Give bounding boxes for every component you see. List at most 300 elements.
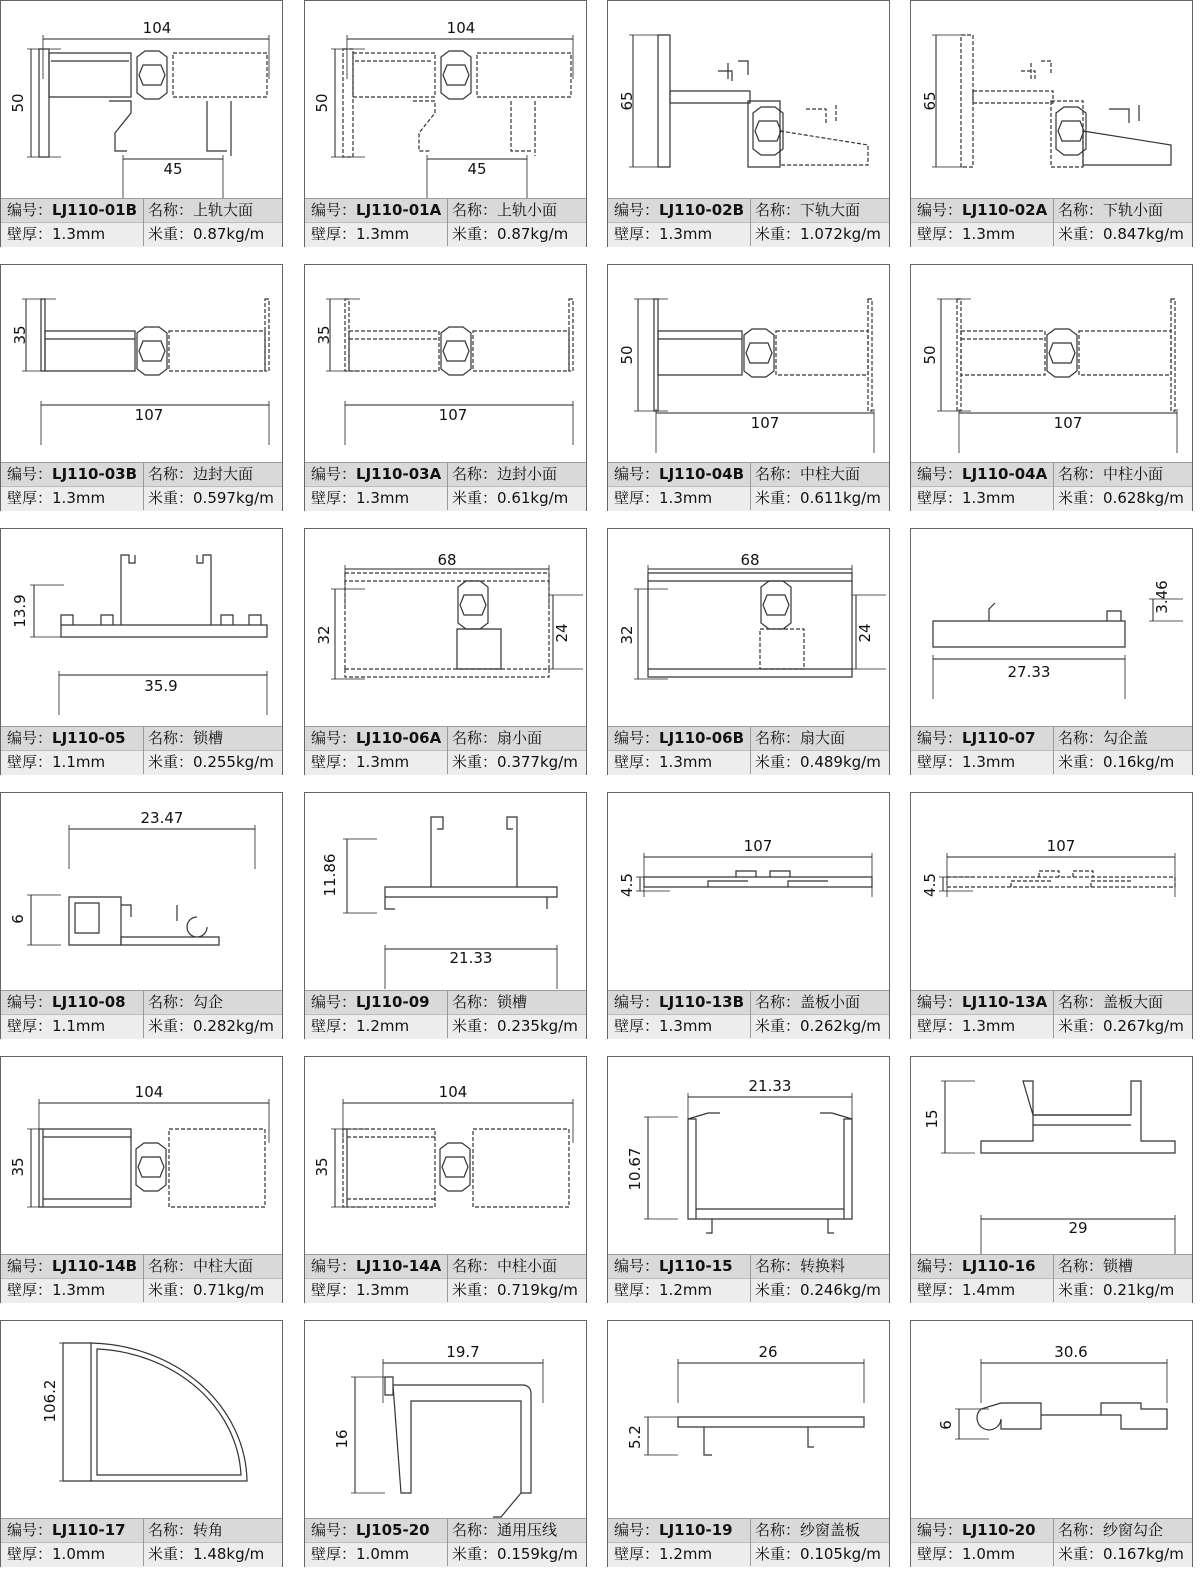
wall-thickness: 1.0mm	[52, 1545, 106, 1563]
profile-outline	[477, 53, 571, 97]
code-cell	[7, 199, 143, 223]
spec-row-id	[911, 462, 1192, 487]
profile-drawing-area	[608, 1, 889, 198]
name-label: 名称：	[755, 201, 801, 219]
wall-cell	[7, 1543, 143, 1567]
spec-row-metrics	[608, 222, 889, 247]
profile-code: LJ110-16	[962, 1257, 1036, 1275]
dimension-label: 35	[315, 325, 333, 345]
wall-thickness: 1.3mm	[962, 1017, 1016, 1035]
dimension-label: 65	[618, 91, 636, 111]
wall-cell	[614, 487, 750, 511]
weight-label: 米重：	[755, 225, 801, 243]
code-label: 编号：	[7, 729, 53, 747]
dimension-label: 23.47	[140, 809, 184, 827]
column-divider	[447, 462, 448, 510]
code-label: 编号：	[7, 1257, 53, 1275]
code-cell	[614, 1519, 750, 1543]
spec-row-id	[305, 198, 586, 223]
name-cell	[1058, 199, 1190, 223]
name-cell	[148, 1519, 280, 1543]
profile-drawing-area	[608, 1321, 889, 1518]
name-cell	[148, 991, 280, 1015]
spec-row-metrics	[305, 486, 586, 511]
profile-drawing-area	[305, 1321, 586, 1518]
profile-card[interactable]	[607, 1320, 890, 1567]
profile-name: 锁槽	[497, 993, 528, 1011]
code-cell	[614, 991, 750, 1015]
spec-row-metrics	[1, 1542, 282, 1567]
name-label: 名称：	[148, 1257, 194, 1275]
profile-name: 转换料	[800, 1257, 846, 1275]
code-cell	[917, 199, 1053, 223]
wall-cell	[917, 1543, 1053, 1567]
code-label: 编号：	[7, 201, 53, 219]
meter-weight: 0.246kg/m	[800, 1281, 881, 1299]
weight-cell	[1058, 751, 1190, 775]
column-divider	[447, 990, 448, 1038]
column-divider	[143, 198, 144, 246]
profile-name: 下轨大面	[800, 201, 861, 219]
spec-table	[911, 726, 1192, 774]
thermal-break-strip	[761, 581, 791, 629]
profile-outline	[569, 299, 573, 371]
profile-outline	[493, 1493, 521, 1517]
wall-label: 壁厚：	[917, 1545, 963, 1563]
profile-outline	[473, 331, 569, 371]
spec-row-metrics	[608, 1014, 889, 1039]
spec-row-id	[1, 198, 282, 223]
dimension-label: 4.5	[921, 873, 939, 897]
profile-drawing	[618, 299, 874, 453]
dimension-label: 107	[1053, 414, 1083, 432]
weight-label: 米重：	[1058, 1281, 1104, 1299]
column-divider	[750, 198, 751, 246]
weight-label: 米重：	[1058, 489, 1104, 507]
spec-row-id	[305, 1518, 586, 1543]
wall-thickness: 1.3mm	[356, 1281, 410, 1299]
meter-weight: 0.847kg/m	[1103, 225, 1184, 243]
spec-row-metrics	[305, 1278, 586, 1303]
spec-table	[608, 1254, 889, 1302]
profile-card[interactable]	[304, 1320, 587, 1567]
name-cell	[1058, 1519, 1190, 1543]
profile-card[interactable]	[304, 1056, 587, 1303]
column-divider	[750, 1518, 751, 1566]
spec-row-metrics	[911, 486, 1192, 511]
profile-card[interactable]	[0, 528, 283, 775]
profile-card[interactable]	[910, 264, 1193, 511]
weight-cell	[755, 1015, 887, 1039]
profile-card[interactable]	[0, 264, 283, 511]
dimension-label: 107	[1046, 837, 1076, 855]
profile-card[interactable]	[304, 0, 587, 247]
profile-drawing-area	[305, 265, 586, 462]
name-cell	[452, 1255, 584, 1279]
weight-label: 米重：	[1058, 1017, 1104, 1035]
name-label: 名称：	[1058, 729, 1104, 747]
profile-outline	[658, 331, 742, 375]
wall-thickness: 1.3mm	[356, 225, 410, 243]
dimension-label: 45	[467, 160, 487, 178]
profile-drawing	[9, 809, 255, 945]
profile-outline	[173, 53, 267, 97]
profile-card[interactable]	[0, 792, 283, 1039]
name-label: 名称：	[452, 1257, 498, 1275]
dimension-label: 104	[134, 1083, 164, 1101]
cross-section-drawing	[608, 1057, 889, 1254]
profile-outline	[121, 905, 219, 945]
code-label: 编号：	[614, 1521, 660, 1539]
profile-code: LJ110-03A	[356, 465, 442, 483]
profile-outline	[658, 35, 670, 167]
profile-drawing-area	[911, 793, 1192, 990]
code-label: 编号：	[311, 729, 357, 747]
wall-cell	[917, 751, 1053, 775]
weight-cell	[148, 1279, 280, 1303]
profile-drawing-area	[608, 793, 889, 990]
weight-label: 米重：	[148, 753, 194, 771]
meter-weight: 0.262kg/m	[800, 1017, 881, 1035]
meter-weight: 0.719kg/m	[497, 1281, 578, 1299]
profile-outline	[688, 1119, 852, 1219]
wall-thickness: 1.1mm	[52, 753, 106, 771]
code-label: 编号：	[917, 465, 963, 483]
spec-table	[608, 990, 889, 1038]
wall-label: 壁厚：	[614, 225, 660, 243]
spec-row-metrics	[305, 222, 586, 247]
wall-label: 壁厚：	[311, 225, 357, 243]
profile-drawing-area	[1, 1, 282, 198]
wall-thickness: 1.3mm	[659, 1017, 713, 1035]
name-label: 名称：	[1058, 993, 1104, 1011]
profile-name: 边封大面	[193, 465, 254, 483]
name-label: 名称：	[1058, 465, 1104, 483]
code-cell	[7, 991, 143, 1015]
profile-code: LJ110-13A	[962, 993, 1048, 1011]
profile-drawing	[618, 837, 872, 897]
profile-name: 扇小面	[497, 729, 543, 747]
profile-card[interactable]	[910, 1320, 1193, 1567]
code-label: 编号：	[311, 1521, 357, 1539]
wall-cell	[311, 487, 447, 511]
wall-thickness: 1.3mm	[659, 753, 713, 771]
thermal-break-strip	[1056, 107, 1086, 155]
profile-name: 扇大面	[800, 729, 846, 747]
name-cell	[755, 727, 887, 751]
wall-thickness: 1.3mm	[659, 225, 713, 243]
code-cell	[614, 1255, 750, 1279]
wall-cell	[7, 487, 143, 511]
profile-outline	[169, 331, 265, 371]
profile-outline	[343, 1129, 435, 1207]
name-label: 名称：	[148, 1521, 194, 1539]
profile-outline	[708, 871, 828, 887]
profile-name: 锁槽	[193, 729, 224, 747]
dimension-label: 32	[315, 625, 333, 645]
meter-weight: 0.597kg/m	[193, 489, 274, 507]
spec-row-id	[911, 1254, 1192, 1279]
dimension-label: 15	[923, 1109, 941, 1129]
profile-code: LJ110-09	[356, 993, 430, 1011]
cross-section-drawing	[911, 793, 1192, 990]
profile-name: 中柱小面	[1103, 465, 1164, 483]
dimension-label: 50	[618, 345, 636, 365]
meter-weight: 0.489kg/m	[800, 753, 881, 771]
spec-table	[305, 990, 586, 1038]
wall-thickness: 1.3mm	[962, 489, 1016, 507]
code-label: 编号：	[917, 993, 963, 1011]
weight-cell	[755, 487, 887, 511]
name-label: 名称：	[755, 465, 801, 483]
profile-card[interactable]	[910, 1056, 1193, 1303]
spec-row-id	[608, 462, 889, 487]
name-label: 名称：	[148, 465, 194, 483]
spec-row-id	[608, 198, 889, 223]
wall-cell	[7, 1015, 143, 1039]
code-cell	[917, 727, 1053, 751]
profile-code: LJ110-08	[52, 993, 126, 1011]
profile-code: LJ110-14A	[356, 1257, 442, 1275]
name-label: 名称：	[755, 1257, 801, 1275]
dimension-label: 68	[437, 551, 457, 569]
wall-thickness: 1.3mm	[52, 1281, 106, 1299]
dimension-label: 19.7	[446, 1343, 480, 1361]
thermal-break-strip	[753, 107, 783, 155]
profile-card[interactable]	[0, 0, 283, 247]
dimension-label: 24	[553, 623, 571, 643]
wall-label: 壁厚：	[311, 1281, 357, 1299]
code-label: 编号：	[917, 201, 963, 219]
dimension-label: 24	[856, 623, 874, 643]
name-label: 名称：	[1058, 1257, 1104, 1275]
wall-label: 壁厚：	[7, 1281, 53, 1299]
profile-drawing	[313, 19, 573, 198]
thermal-break-strip	[441, 51, 471, 99]
cross-section-drawing	[1, 1, 282, 198]
cross-section-drawing	[1, 1057, 282, 1254]
profile-card[interactable]	[607, 264, 890, 511]
profile-drawing-area	[608, 529, 889, 726]
meter-weight: 0.167kg/m	[1103, 1545, 1184, 1563]
profile-name: 下轨小面	[1103, 201, 1164, 219]
code-label: 编号：	[917, 729, 963, 747]
profile-card[interactable]	[304, 528, 587, 775]
profile-name: 中柱大面	[800, 465, 861, 483]
spec-row-metrics	[608, 750, 889, 775]
wall-thickness: 1.3mm	[659, 489, 713, 507]
dimension-label: 32	[618, 625, 636, 645]
code-cell	[917, 1255, 1053, 1279]
wall-cell	[614, 751, 750, 775]
wall-cell	[7, 1279, 143, 1303]
code-label: 编号：	[311, 993, 357, 1011]
name-cell	[755, 991, 887, 1015]
name-cell	[755, 463, 887, 487]
cross-section-drawing	[608, 529, 889, 726]
name-label: 名称：	[755, 729, 801, 747]
weight-cell	[755, 1279, 887, 1303]
profile-outline	[353, 53, 435, 97]
dimension-label: 107	[743, 837, 773, 855]
meter-weight: 0.611kg/m	[800, 489, 881, 507]
cross-section-drawing	[911, 529, 1192, 726]
profile-name: 勾企盖	[1103, 729, 1149, 747]
code-label: 编号：	[311, 465, 357, 483]
meter-weight: 0.377kg/m	[497, 753, 578, 771]
name-label: 名称：	[1058, 1521, 1104, 1539]
code-label: 编号：	[614, 993, 660, 1011]
profile-outline	[1083, 131, 1171, 165]
name-label: 名称：	[755, 1521, 801, 1539]
profile-card[interactable]	[607, 792, 890, 1039]
weight-label: 米重：	[148, 1281, 194, 1299]
profile-outline	[806, 105, 836, 123]
profile-card[interactable]	[607, 0, 890, 247]
thermal-break-strip	[458, 581, 488, 629]
spec-row-metrics	[911, 1542, 1192, 1567]
weight-cell	[452, 1279, 584, 1303]
profile-outline	[121, 555, 211, 625]
cross-section-drawing	[911, 1321, 1192, 1518]
dimension-label: 27.33	[1007, 663, 1051, 681]
profile-card[interactable]	[304, 264, 587, 511]
spec-row-id	[1, 1254, 282, 1279]
weight-cell	[1058, 487, 1190, 511]
profile-drawing-area	[911, 1321, 1192, 1518]
spec-table	[1, 1518, 282, 1566]
cross-section-drawing	[305, 529, 586, 726]
spec-row-id	[305, 990, 586, 1015]
weight-cell	[148, 751, 280, 775]
profile-drawing-area	[608, 265, 889, 462]
profile-drawing	[315, 299, 573, 445]
profile-card[interactable]	[910, 792, 1193, 1039]
wall-cell	[7, 751, 143, 775]
profile-code: LJ110-01B	[52, 201, 137, 219]
profile-code: LJ110-04B	[659, 465, 744, 483]
profile-drawing	[321, 817, 557, 989]
weight-cell	[148, 487, 280, 511]
weight-label: 米重：	[755, 1281, 801, 1299]
column-divider	[1053, 198, 1054, 246]
meter-weight: 1.48kg/m	[193, 1545, 265, 1563]
column-divider	[143, 726, 144, 774]
dimension-label: 6	[937, 1420, 955, 1430]
profile-name: 中柱大面	[193, 1257, 254, 1275]
profile-card[interactable]	[0, 1320, 283, 1567]
thermal-break-strip	[744, 329, 774, 377]
spec-row-metrics	[305, 750, 586, 775]
weight-label: 米重：	[755, 1545, 801, 1563]
weight-cell	[148, 223, 280, 247]
profile-drawing	[333, 1343, 543, 1517]
name-cell	[148, 1255, 280, 1279]
profile-card[interactable]	[910, 0, 1193, 247]
wall-cell	[917, 487, 1053, 511]
wall-label: 壁厚：	[614, 1545, 660, 1563]
code-cell	[7, 1255, 143, 1279]
code-label: 编号：	[614, 465, 660, 483]
dimension-label: 6	[9, 914, 27, 924]
profile-drawing-area	[1, 1057, 282, 1254]
profile-code: LJ110-17	[52, 1521, 126, 1539]
profile-code: LJ110-07	[962, 729, 1036, 747]
dimension-label: 13.9	[11, 594, 29, 628]
wall-cell	[7, 223, 143, 247]
profile-drawing	[923, 1081, 1175, 1254]
profile-drawing-area	[911, 1057, 1192, 1254]
profile-card[interactable]	[304, 792, 587, 1039]
spec-table	[1, 1254, 282, 1302]
profile-name: 纱窗盖板	[800, 1521, 861, 1539]
wall-label: 壁厚：	[311, 489, 357, 507]
cross-section-drawing	[305, 1057, 586, 1254]
dimension-label: 107	[750, 414, 780, 432]
profile-card[interactable]	[0, 1056, 283, 1303]
column-divider	[143, 1518, 144, 1566]
dimension-label: 35	[313, 1157, 331, 1177]
weight-cell	[452, 223, 584, 247]
spec-table	[1, 198, 282, 246]
profile-outline	[961, 35, 973, 167]
profile-drawing-area	[1, 793, 282, 990]
dimension-label: 35.9	[144, 677, 178, 695]
profile-outline	[780, 131, 868, 165]
profile-name: 边封小面	[497, 465, 558, 483]
profile-name: 勾企	[193, 993, 224, 1011]
meter-weight: 1.072kg/m	[800, 225, 881, 243]
spec-table	[608, 726, 889, 774]
weight-cell	[148, 1015, 280, 1039]
meter-weight: 0.235kg/m	[497, 1017, 578, 1035]
code-cell	[311, 991, 447, 1015]
spec-table	[608, 462, 889, 510]
profile-code: LJ110-06B	[659, 729, 744, 747]
spec-row-metrics	[305, 1014, 586, 1039]
profile-drawing-area	[305, 1, 586, 198]
profile-outline	[345, 581, 549, 669]
column-divider	[447, 1518, 448, 1566]
profile-outline	[169, 1129, 265, 1207]
profile-card[interactable]	[607, 1056, 890, 1303]
code-cell	[917, 1519, 1053, 1543]
dimension-label: 107	[438, 406, 468, 424]
thermal-break-strip	[136, 1143, 166, 1191]
profile-outline	[45, 331, 135, 371]
profile-card[interactable]	[607, 528, 890, 775]
wall-cell	[614, 223, 750, 247]
weight-label: 米重：	[452, 1017, 498, 1035]
code-cell	[311, 1255, 447, 1279]
profile-code: LJ110-01A	[356, 201, 442, 219]
cross-section-drawing	[911, 1, 1192, 198]
dimension-label: 3.46	[1153, 580, 1171, 614]
dimension-label: 65	[921, 91, 939, 111]
profile-code: LJ105-20	[356, 1521, 430, 1539]
wall-cell	[311, 1015, 447, 1039]
wall-thickness: 1.3mm	[962, 753, 1016, 771]
profile-outline	[343, 49, 353, 157]
spec-row-metrics	[608, 486, 889, 511]
name-cell	[148, 199, 280, 223]
dimension-label: 35	[11, 325, 29, 345]
wall-label: 壁厚：	[7, 225, 53, 243]
cross-section-drawing	[305, 1321, 586, 1518]
wall-thickness: 1.1mm	[52, 1017, 106, 1035]
profile-card[interactable]	[910, 528, 1193, 775]
name-label: 名称：	[755, 993, 801, 1011]
